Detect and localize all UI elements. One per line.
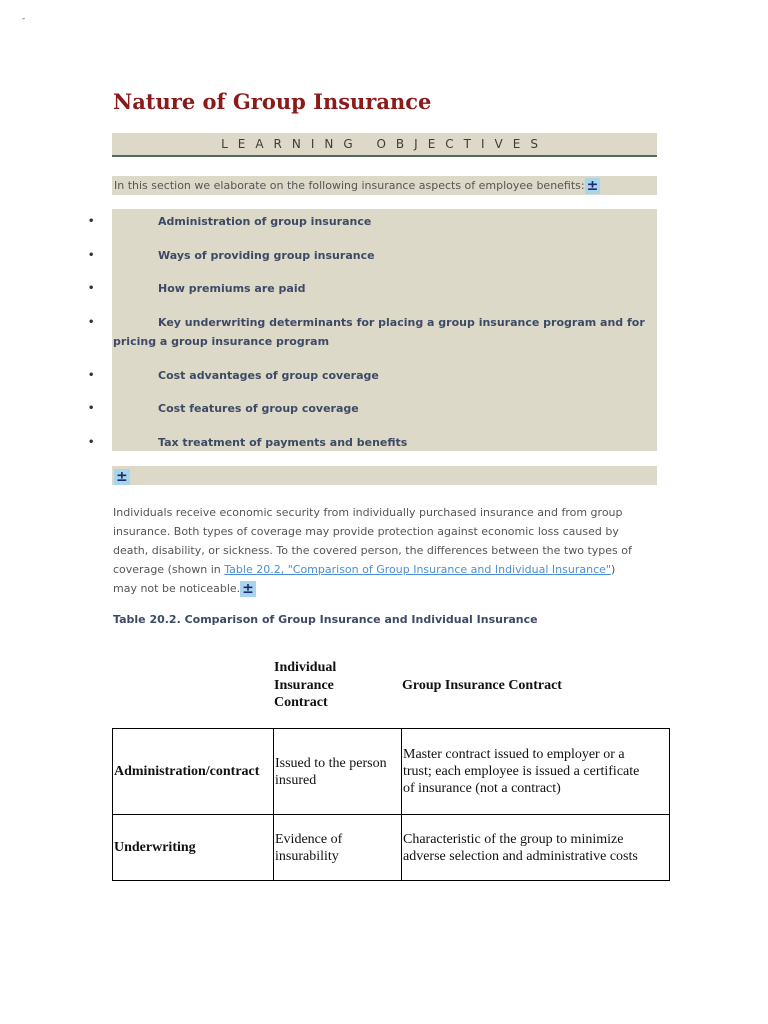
- row-header: Administration/contract: [113, 729, 274, 815]
- cell-line: Master contract issued to employer or a: [403, 747, 625, 762]
- learning-objectives-header: LEARNING OBJECTIVES: [112, 133, 657, 157]
- objectives-intro: [112, 176, 657, 195]
- body-line: coverage (shown in: [113, 563, 225, 576]
- cell-line: of insurance (not a contract): [403, 781, 561, 796]
- bullet-icon: •: [88, 370, 95, 381]
- table-caption: Table 20.2. Comparison of Group Insurance and Individual Insurance: [113, 613, 538, 626]
- expand-paragraph-button[interactable]: ±: [242, 581, 254, 597]
- table-cell: [274, 815, 402, 881]
- bullet-icon: •: [88, 403, 95, 414]
- bullet-icon: •: [88, 437, 95, 448]
- comparison-table: [112, 728, 670, 881]
- table-cell: [274, 729, 402, 815]
- objective-label: Key underwriting determinants for placing a group insurance program and for: [158, 316, 645, 329]
- expand-objectives-button[interactable]: ±: [116, 469, 128, 485]
- cell-line: insured: [275, 772, 317, 788]
- bullet-icon: •: [88, 216, 95, 227]
- bullet-icon: •: [88, 317, 95, 328]
- body-paragraph: [113, 503, 658, 598]
- cell-line: Characteristic of the group to minimize: [403, 831, 624, 847]
- objective-label: Cost features of group coverage: [158, 402, 359, 415]
- table-cell: [402, 729, 670, 815]
- cell-line: Issued to the person: [275, 755, 387, 771]
- table-row: [113, 815, 670, 881]
- objective-label-continued: pricing a group insurance program: [113, 335, 330, 348]
- objective-label: How premiums are paid: [158, 282, 306, 295]
- column-header-line: Contract: [274, 695, 328, 710]
- objective-label: Ways of providing group insurance: [158, 249, 375, 262]
- table-row: [113, 729, 670, 815]
- cell-line: Evidence of: [275, 831, 343, 847]
- body-line: may not be noticeable.: [113, 582, 241, 595]
- bullet-icon: •: [88, 250, 95, 261]
- expand-intro-button[interactable]: ±: [586, 178, 599, 194]
- row-header: Underwriting: [113, 815, 274, 881]
- objective-label: Tax treatment of payments and benefits: [158, 436, 408, 449]
- corner-mark: -: [22, 14, 26, 24]
- body-line: death, disability, or sickness. To the covered person, the differences between the two types of: [113, 544, 632, 557]
- objective-label: Administration of group insurance: [158, 215, 372, 228]
- body-line: insurance. Both types of coverage may provide protection against economic loss caused by: [113, 525, 619, 538]
- body-line: ): [610, 563, 616, 576]
- bullet-icon: •: [88, 283, 95, 294]
- objectives-footer: [112, 466, 657, 485]
- body-line: Individuals receive economic security from individually purchased insurance and from group: [113, 506, 623, 519]
- objective-label: Cost advantages of group coverage: [158, 369, 379, 382]
- cell-line: adverse selection and administrative costs: [403, 848, 638, 864]
- table-20-2-link[interactable]: Table 20.2, "Comparison of Group Insurance and Individual Insurance": [224, 563, 611, 576]
- column-header-line: Individual: [274, 660, 337, 675]
- objectives-list: [88, 209, 657, 451]
- objectives-intro-text: In this section we elaborate on the following insurance aspects of employee benefits:: [114, 179, 585, 192]
- table-cell: [402, 815, 670, 881]
- page-title: Nature of Group Insurance: [113, 89, 432, 114]
- column-header-group: Group Insurance Contract: [402, 678, 562, 693]
- column-header-line: Insurance: [274, 677, 334, 693]
- column-header-individual: [274, 659, 336, 712]
- cell-line: insurability: [275, 848, 339, 864]
- cell-line: trust; each employee is issued a certificate: [403, 764, 640, 779]
